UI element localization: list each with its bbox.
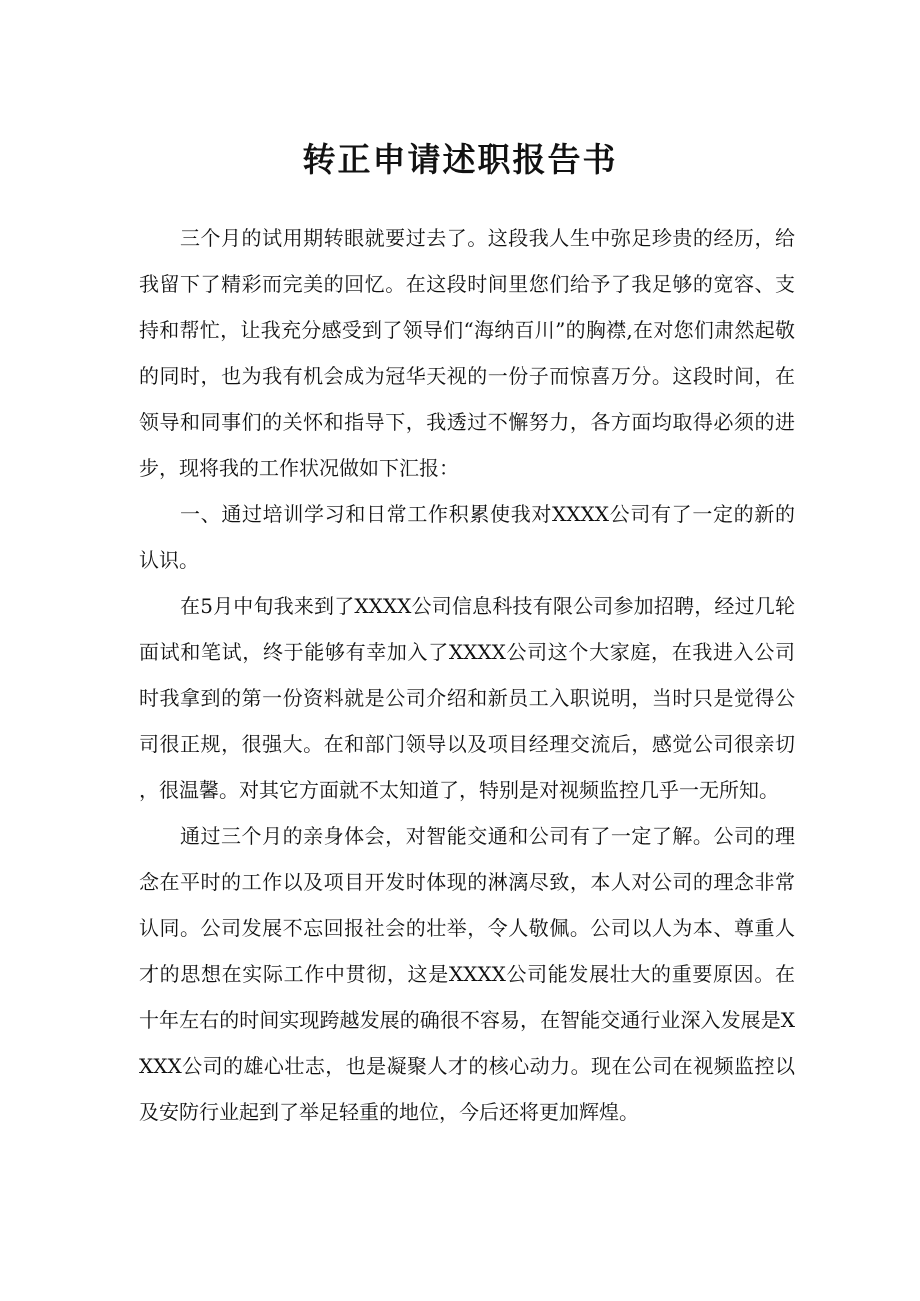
paragraph-section-heading: 一、通过培训学习和日常工作积累使我对XXXX公司有了一定的新的认识。: [139, 502, 795, 572]
document-title: 转正申请述职报告书: [302, 140, 618, 180]
paragraph-joining-company: 在5月中旬我来到了XXXX公司信息科技有限公司参加招聘，经过几轮面试和笔试，终于能够有幸加入了XXXX公司这个大家庭，在我进入公司时我拿到的第一份资料就是公司介绍和新员工入职说明，当时只是觉得公司很正规，很强大。在和部门领导以及项目经理交流后，感觉公司很亲切，很温馨。对其它方面就不太知道了，特别是对视频监控几乎一无所知。: [139, 594, 795, 802]
paragraph-company-understanding: 通过三个月的亲身体会，对智能交通和公司有了一定了解。公司的理念在平时的工作以及项目开发时体现的淋漓尽致，本人对公司的理念非常认同。公司发展不忘回报社会的壮举，令人敬佩。公司以人为本、尊重人才的思想在实际工作中贯彻，这是XXXX公司能发展壮大的重要原因。在十年左右的时间实现跨越发展的确很不容易，在智能交通行业深入发展是XXXX公司的雄心壮志，也是凝聚人才的核心动力。现在公司在视频监控以及安防行业起到了举足轻重的地位，今后还将更加辉煌。: [139, 824, 795, 1124]
paragraph-intro: 三个月的试用期转眼就要过去了。这段我人生中弥足珍贵的经历，给我留下了精彩而完美的回忆。在这段时间里您们给予了我足够的宽容、支持和帮忙，让我充分感受到了领导们“海纳百川”的胸襟,在对您们肃然起敬的同时，也为我有机会成为冠华天视的一份子而惊喜万分。这段时间，在领导和同事们的关怀和指导下，我透过不懈努力，各方面均取得必须的进步，现将我的工作状况做如下汇报：: [139, 226, 795, 480]
document-body: [139, 215, 795, 1135]
